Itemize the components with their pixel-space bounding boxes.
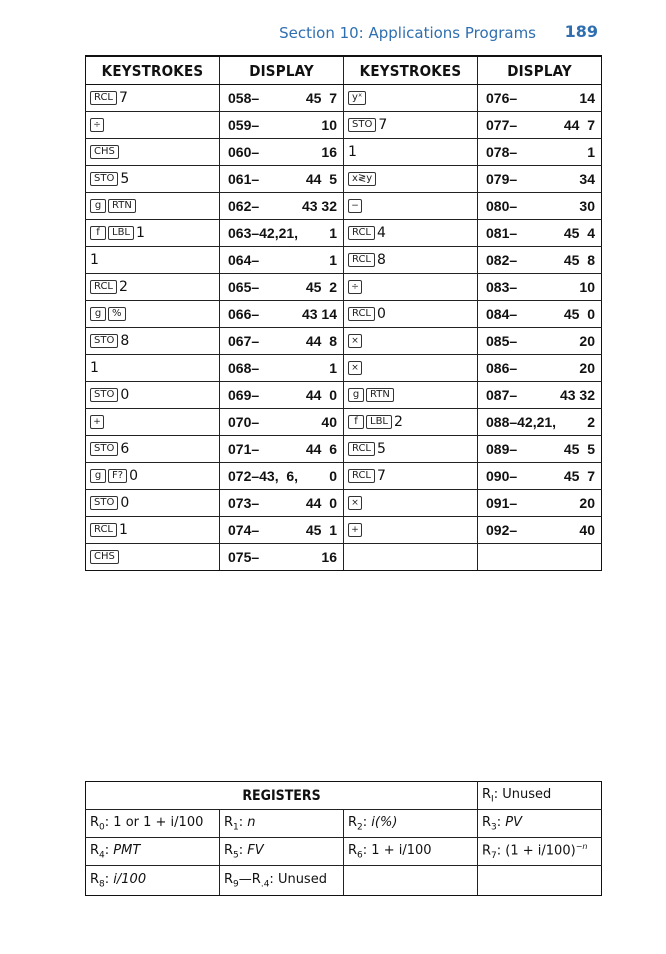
- keystroke-cell: [86, 490, 220, 517]
- register-r0: $R_0$: 1 or 1 + i/100: [86, 810, 220, 838]
- table-row: [86, 274, 602, 301]
- calculator-key: RCL: [348, 226, 375, 240]
- register-r6: $R_6$: 1 + i/100: [344, 838, 478, 866]
- display-step: 074–: [228, 522, 260, 538]
- calculator-key: ×: [348, 334, 362, 348]
- keystroke-cell: [86, 166, 220, 193]
- display-step: 073–: [228, 495, 260, 511]
- keystroke-digit: 1: [90, 252, 99, 268]
- keystroke-cell: [344, 490, 478, 517]
- display-code: 1: [329, 360, 337, 376]
- display-code: 1: [329, 252, 337, 268]
- keystroke-digit: 8: [120, 333, 130, 349]
- display-step: 066–: [228, 306, 260, 322]
- keystroke-digit: 0: [377, 306, 386, 322]
- display-step: 067–: [228, 333, 260, 349]
- display-code: 44 5: [305, 171, 337, 187]
- keystroke-digit: 7: [119, 90, 128, 106]
- display-step: 077–: [486, 117, 518, 133]
- display-step: 069–: [228, 387, 260, 403]
- keystroke-cell: [344, 517, 478, 544]
- display-step: 078–: [486, 144, 518, 160]
- table-row: [86, 193, 602, 220]
- keystroke-cell: [344, 382, 478, 409]
- display-cell: [478, 166, 602, 193]
- display-step: 072–43, 6,: [228, 468, 299, 484]
- display-code: 10: [321, 117, 337, 133]
- display-cell: [478, 220, 602, 247]
- calculator-key: yˣ: [348, 91, 366, 105]
- calculator-key: +: [348, 523, 362, 537]
- keystroke-digit: 1: [90, 360, 99, 376]
- keystroke-digit: 8: [377, 252, 386, 268]
- display-step: 081–: [486, 225, 518, 241]
- calculator-key: RCL: [90, 91, 117, 105]
- keystroke-cell: [86, 328, 220, 355]
- display-cell: [220, 544, 344, 571]
- display-cell: [220, 139, 344, 166]
- display-cell: [220, 355, 344, 382]
- display-step: 070–: [228, 414, 260, 430]
- calculator-key: STO: [348, 118, 376, 132]
- display-code: 44 6: [305, 441, 337, 457]
- display-step: 089–: [486, 441, 518, 457]
- display-step: 063–42,21,: [228, 225, 299, 241]
- display-code: 10: [579, 279, 595, 295]
- display-cell: [478, 409, 602, 436]
- table-row: [86, 490, 602, 517]
- calculator-key: LBL: [366, 415, 392, 429]
- calculator-key: RCL: [90, 280, 117, 294]
- display-cell: [220, 301, 344, 328]
- display-code: 40: [321, 414, 337, 430]
- table-row: [86, 247, 602, 274]
- display-code: 45 7: [305, 90, 337, 106]
- display-cell: [220, 328, 344, 355]
- calculator-key: F?: [108, 469, 127, 483]
- keystroke-cell: [86, 220, 220, 247]
- display-step: 061–: [228, 171, 260, 187]
- keystroke-digit: 2: [119, 279, 128, 295]
- display-code: 43 32: [301, 198, 337, 214]
- display-cell: [478, 193, 602, 220]
- display-cell: [220, 247, 344, 274]
- display-cell: [478, 490, 602, 517]
- display-cell: [478, 517, 602, 544]
- col-header-keystrokes-left: KEYSTROKES: [86, 56, 220, 85]
- keystroke-cell: [86, 301, 220, 328]
- calculator-key: RTN: [108, 199, 136, 213]
- calculator-key: f: [348, 415, 364, 429]
- calculator-key: STO: [90, 496, 118, 510]
- keystroke-digit: 5: [120, 171, 130, 187]
- table-row: [86, 517, 602, 544]
- keystroke-digit: 1: [119, 522, 128, 538]
- registers-title: REGISTERS: [86, 782, 478, 810]
- table-row: [86, 166, 602, 193]
- display-step: 092–: [486, 522, 518, 538]
- display-code: 45 0: [563, 306, 595, 322]
- keystroke-cell: [86, 382, 220, 409]
- keystroke-cell: [344, 355, 478, 382]
- table-row: [86, 382, 602, 409]
- keystroke-cell: [86, 436, 220, 463]
- display-code: 30: [579, 198, 595, 214]
- keystroke-cell: [86, 193, 220, 220]
- calculator-key: STO: [90, 388, 118, 402]
- calculator-key: x≷y: [348, 172, 376, 186]
- keystroke-digit: 0: [129, 468, 138, 484]
- keystroke-cell: [344, 436, 478, 463]
- keystroke-digit: 0: [120, 495, 130, 511]
- calculator-key: STO: [90, 172, 118, 186]
- display-code: 16: [321, 549, 337, 565]
- display-cell: [220, 220, 344, 247]
- calculator-key: RCL: [348, 253, 375, 267]
- display-step: 082–: [486, 252, 518, 268]
- display-cell: [220, 436, 344, 463]
- display-code: 44 0: [305, 495, 337, 511]
- calculator-key: g: [348, 388, 364, 402]
- calculator-key: RCL: [348, 469, 375, 483]
- display-cell: [220, 85, 344, 112]
- display-step: 088–42,21,: [486, 414, 557, 430]
- table-row: [86, 463, 602, 490]
- page-header: [0, 22, 666, 46]
- display-code: 1: [587, 144, 595, 160]
- register-empty-cell: [478, 866, 602, 896]
- keystroke-digit: 2: [394, 414, 403, 430]
- keystroke-digit: 1: [136, 225, 145, 241]
- table-row: [86, 544, 602, 571]
- display-step: 080–: [486, 198, 518, 214]
- display-code: 20: [579, 360, 595, 376]
- table-row: [86, 355, 602, 382]
- display-step: 087–: [486, 387, 518, 403]
- display-cell: [478, 436, 602, 463]
- calculator-key: CHS: [90, 550, 119, 564]
- display-step: 068–: [228, 360, 260, 376]
- keystroke-cell: [344, 247, 478, 274]
- display-code: 44 7: [563, 117, 595, 133]
- display-step: 086–: [486, 360, 518, 376]
- display-cell: [478, 85, 602, 112]
- calculator-key: f: [90, 226, 106, 240]
- keystroke-cell: [344, 112, 478, 139]
- calculator-key: ÷: [348, 280, 362, 294]
- display-cell: [478, 382, 602, 409]
- display-code: 0: [329, 468, 337, 484]
- calculator-key: ×: [348, 496, 362, 510]
- register-r5: $R_5$: FV: [220, 838, 344, 866]
- display-code: 16: [321, 144, 337, 160]
- register-r1: $R_1$: n: [220, 810, 344, 838]
- keystroke-digit: 5: [377, 441, 386, 457]
- display-cell: [478, 328, 602, 355]
- registers-table: [85, 781, 602, 896]
- display-code: 43 32: [559, 387, 595, 403]
- display-step: 060–: [228, 144, 260, 160]
- display-cell: [478, 112, 602, 139]
- display-code: 1: [329, 225, 337, 241]
- display-code: 20: [579, 495, 595, 511]
- calculator-key: RTN: [366, 388, 394, 402]
- calculator-key: +: [90, 415, 104, 429]
- display-step: 065–: [228, 279, 260, 295]
- display-cell: [220, 274, 344, 301]
- keystroke-cell: [86, 85, 220, 112]
- display-cell: [220, 382, 344, 409]
- table-row: [86, 220, 602, 247]
- page-number: 189: [564, 22, 598, 41]
- calculator-key: RCL: [348, 442, 375, 456]
- calculator-key: STO: [90, 442, 118, 456]
- display-code: 44 8: [305, 333, 337, 349]
- display-code: 34: [579, 171, 595, 187]
- calculator-key: g: [90, 199, 106, 213]
- display-step: 075–: [228, 549, 260, 565]
- keystroke-cell: [344, 409, 478, 436]
- display-step: 062–: [228, 198, 260, 214]
- col-header-display-left: DISPLAY: [220, 56, 344, 85]
- keystroke-cell: [86, 463, 220, 490]
- table-row: [86, 409, 602, 436]
- display-code: 45 8: [563, 252, 595, 268]
- display-cell: [478, 544, 602, 571]
- display-step: 058–: [228, 90, 260, 106]
- display-step: 064–: [228, 252, 260, 268]
- display-code: 45 2: [305, 279, 337, 295]
- display-step: 085–: [486, 333, 518, 349]
- calculator-key: RCL: [90, 523, 117, 537]
- table-row: [86, 301, 602, 328]
- display-step: 079–: [486, 171, 518, 187]
- keystroke-cell: [86, 409, 220, 436]
- register-r2: $R_2$: i(%): [344, 810, 478, 838]
- keystroke-cell: [344, 463, 478, 490]
- col-header-display-right: DISPLAY: [478, 56, 602, 85]
- display-cell: [220, 193, 344, 220]
- keystroke-cell: [86, 355, 220, 382]
- display-code: 44 0: [305, 387, 337, 403]
- display-cell: [220, 517, 344, 544]
- keystroke-cell: [344, 220, 478, 247]
- calculator-key: LBL: [108, 226, 134, 240]
- display-code: 14: [579, 90, 595, 106]
- register-empty-cell: [344, 866, 478, 896]
- keystroke-cell: [86, 517, 220, 544]
- keystroke-cell: [344, 274, 478, 301]
- table-row: [86, 139, 602, 166]
- display-step: 076–: [486, 90, 518, 106]
- keystroke-digit: 7: [377, 468, 386, 484]
- table-header-row: [86, 56, 602, 85]
- display-code: 2: [587, 414, 595, 430]
- program-listing-table: [85, 55, 602, 571]
- calculator-key: %: [108, 307, 126, 321]
- display-step: 090–: [486, 468, 518, 484]
- keystroke-digit: 7: [378, 117, 388, 133]
- register-ri: $R_I$: Unused: [478, 782, 602, 810]
- col-header-keystrokes-right: KEYSTROKES: [344, 56, 478, 85]
- calculator-key: g: [90, 469, 106, 483]
- display-cell: [220, 463, 344, 490]
- register-r8: $R_8$: i/100: [86, 866, 220, 896]
- calculator-key: STO: [90, 334, 118, 348]
- display-step: 083–: [486, 279, 518, 295]
- keystroke-cell: [86, 544, 220, 571]
- table-row: [86, 328, 602, 355]
- section-title: Section 10: Applications Programs: [279, 24, 536, 42]
- keystroke-cell: [344, 166, 478, 193]
- keystroke-cell: [344, 328, 478, 355]
- keystroke-cell: [86, 247, 220, 274]
- table-row: [86, 85, 602, 112]
- keystroke-cell: [86, 139, 220, 166]
- keystroke-cell: [86, 112, 220, 139]
- display-step: 059–: [228, 117, 260, 133]
- display-cell: [220, 490, 344, 517]
- display-code: 20: [579, 333, 595, 349]
- display-step: 084–: [486, 306, 518, 322]
- calculator-key: CHS: [90, 145, 119, 159]
- display-code: 45 1: [305, 522, 337, 538]
- display-cell: [220, 166, 344, 193]
- calculator-key: −: [348, 199, 362, 213]
- display-cell: [478, 139, 602, 166]
- keystroke-digit: 1: [348, 144, 357, 160]
- calculator-key: RCL: [348, 307, 375, 321]
- table-row: [86, 112, 602, 139]
- display-code: 45 4: [563, 225, 595, 241]
- calculator-key: ÷: [90, 118, 104, 132]
- display-cell: [478, 274, 602, 301]
- register-r9-r4: $R_9—R_{.4}$: Unused: [220, 866, 344, 896]
- register-r3: $R_3$: PV: [478, 810, 602, 838]
- table-row: [86, 436, 602, 463]
- keystroke-digit: 0: [120, 387, 130, 403]
- keystroke-cell: [86, 274, 220, 301]
- display-code: 45 5: [563, 441, 595, 457]
- calculator-key: g: [90, 307, 106, 321]
- display-cell: [478, 247, 602, 274]
- calculator-key: ×: [348, 361, 362, 375]
- display-code: 40: [579, 522, 595, 538]
- keystroke-digit: 6: [120, 441, 130, 457]
- display-cell: [220, 112, 344, 139]
- register-r4: $R_4$: PMT: [86, 838, 220, 866]
- display-step: 091–: [486, 495, 518, 511]
- keystroke-cell: [344, 139, 478, 166]
- keystroke-cell: [344, 193, 478, 220]
- keystroke-digit: 4: [377, 225, 386, 241]
- display-cell: [478, 301, 602, 328]
- display-cell: [478, 355, 602, 382]
- display-cell: [478, 463, 602, 490]
- keystroke-cell: [344, 544, 478, 571]
- keystroke-cell: [344, 85, 478, 112]
- keystroke-cell: [344, 301, 478, 328]
- display-code: 45 7: [563, 468, 595, 484]
- register-r7: $R_7$: $(1 + i/100)^{-n}$: [478, 838, 602, 866]
- display-cell: [220, 409, 344, 436]
- display-step: 071–: [228, 441, 260, 457]
- display-code: 43 14: [301, 306, 337, 322]
